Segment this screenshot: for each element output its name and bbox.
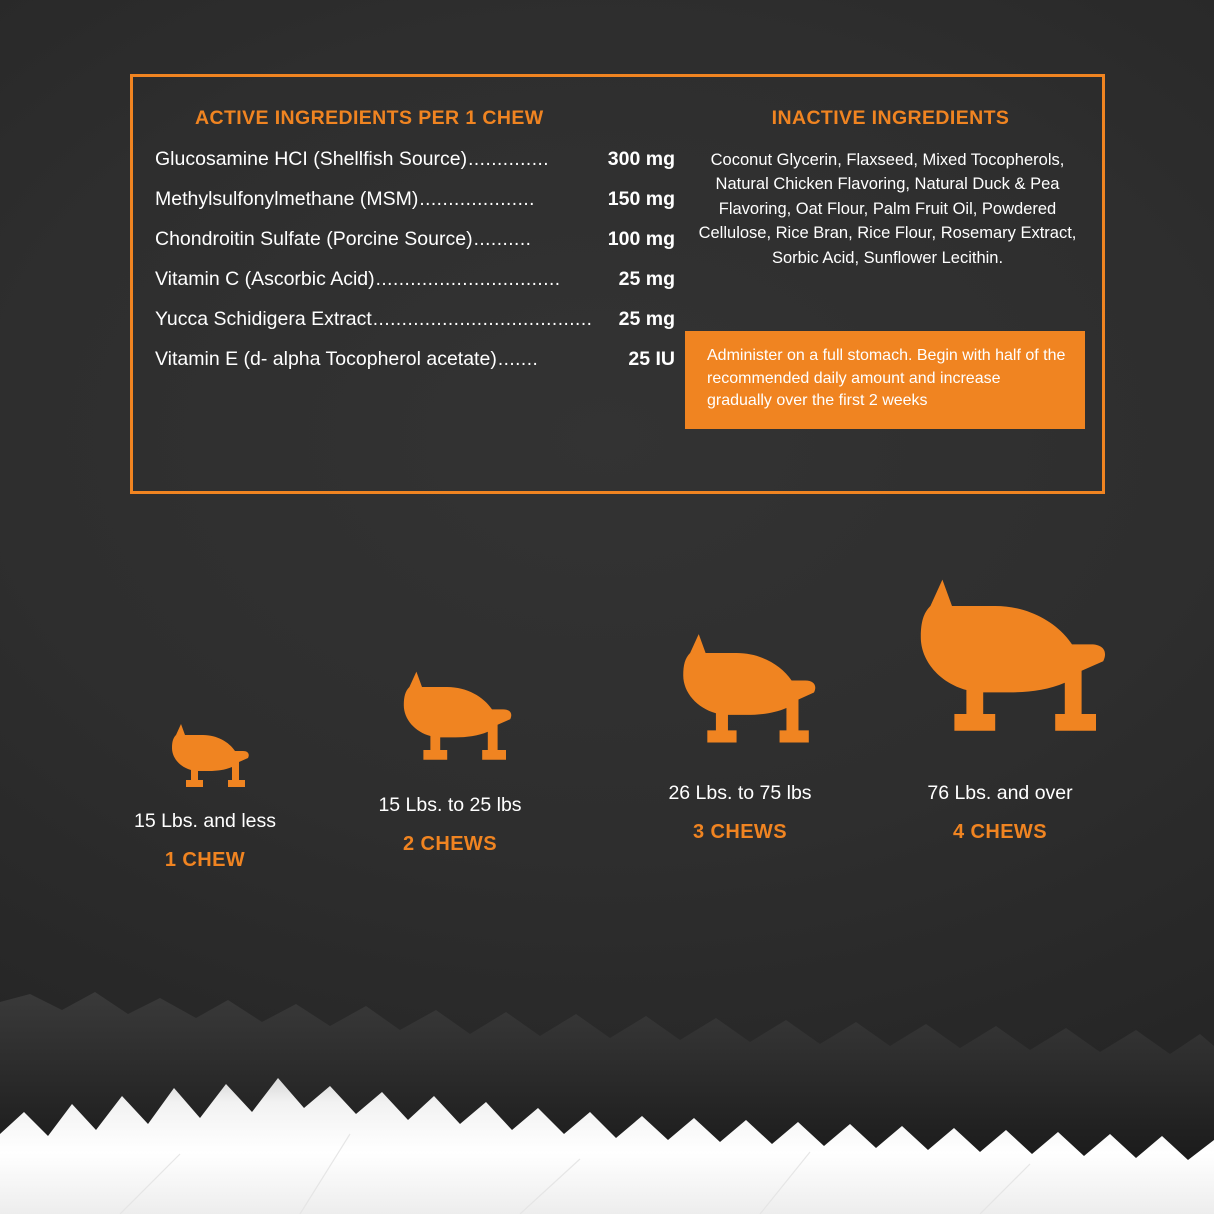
active-ingredient-row xyxy=(155,228,675,251)
ingredient-name: Methylsulfonylmethane (MSM) xyxy=(155,188,419,210)
torn-paper-edge xyxy=(0,984,1214,1214)
dosage-weight-label: 15 Lbs. and less xyxy=(133,810,276,832)
dosage-weight-label: 15 Lbs. to 25 lbs xyxy=(378,794,522,816)
ingredient-name: Chondroitin Sulfate (Porcine Source) xyxy=(155,228,473,250)
administration-note-box xyxy=(685,331,1085,429)
active-ingredient-row xyxy=(155,348,675,371)
ingredients-panel xyxy=(130,74,1105,494)
leader-dots: ...................................... xyxy=(372,309,593,330)
leader-dots: .................... xyxy=(419,189,535,210)
inactive-ingredients-column xyxy=(685,107,1090,270)
inactive-ingredients-text: Coconut Glycerin, Flaxseed, Mixed Tocopherols, Natural Chicken Flavoring, Natural Duck & Pea Flavoring, Oat Flour, Palm Fruit Oil, Powdered Cellulose, Rice Bran, Rice Flour, Rosemary Extract, Sorbic Acid, Sunflower Lecithin. xyxy=(698,151,1077,267)
ingredient-amount: 300 mg xyxy=(607,148,675,170)
leader-dots: ....... xyxy=(497,349,539,370)
ingredient-amount: 150 mg xyxy=(607,188,675,210)
ingredient-name: Vitamin C (Ascorbic Acid) xyxy=(155,268,375,290)
administration-note-text: Administer on a full stomach. Begin with half of the recommended daily amount and increase gradually over the first 2 weeks xyxy=(707,347,1066,410)
inactive-ingredients-heading: INACTIVE INGREDIENTS xyxy=(771,107,1010,129)
active-ingredient-row xyxy=(155,308,675,331)
active-ingredient-row xyxy=(155,268,675,291)
dosage-weight-label: 76 Lbs. and over xyxy=(927,782,1073,804)
ingredient-name: Vitamin E (d- alpha Tocopherol acetate) xyxy=(155,348,497,370)
active-ingredients-column xyxy=(155,107,675,388)
ingredient-name: Glucosamine HCI (Shellfish Source) xyxy=(155,148,468,170)
dosage-chews-label: 1 CHEW xyxy=(164,849,246,871)
dosage-item xyxy=(845,560,1155,844)
leader-dots: .............. xyxy=(468,149,550,170)
dog-silhouette-icon xyxy=(325,660,575,784)
active-ingredient-row xyxy=(155,188,675,211)
dosage-item xyxy=(325,660,575,856)
active-ingredients-heading: ACTIVE INGREDIENTS PER 1 CHEW xyxy=(195,107,544,129)
dog-silhouette-icon xyxy=(845,560,1155,772)
ingredient-amount: 25 mg xyxy=(618,308,675,330)
ingredient-amount: 25 mg xyxy=(618,268,675,290)
leader-dots: .......... xyxy=(473,229,532,250)
dosage-chews-label: 3 CHEWS xyxy=(693,821,787,843)
dosage-chart xyxy=(0,560,1214,940)
ingredient-amount: 100 mg xyxy=(607,228,675,250)
dosage-chews-label: 2 CHEWS xyxy=(403,833,497,855)
dog-silhouette-icon xyxy=(60,720,350,800)
ingredient-amount: 25 IU xyxy=(628,348,675,370)
dosage-chews-label: 4 CHEWS xyxy=(953,821,1047,843)
dosage-item xyxy=(60,720,350,872)
leader-dots: ................................ xyxy=(375,269,561,290)
dosage-weight-label: 26 Lbs. to 75 lbs xyxy=(668,782,812,804)
active-ingredient-row xyxy=(155,148,675,171)
ingredient-name: Yucca Schidigera Extract xyxy=(155,308,372,330)
